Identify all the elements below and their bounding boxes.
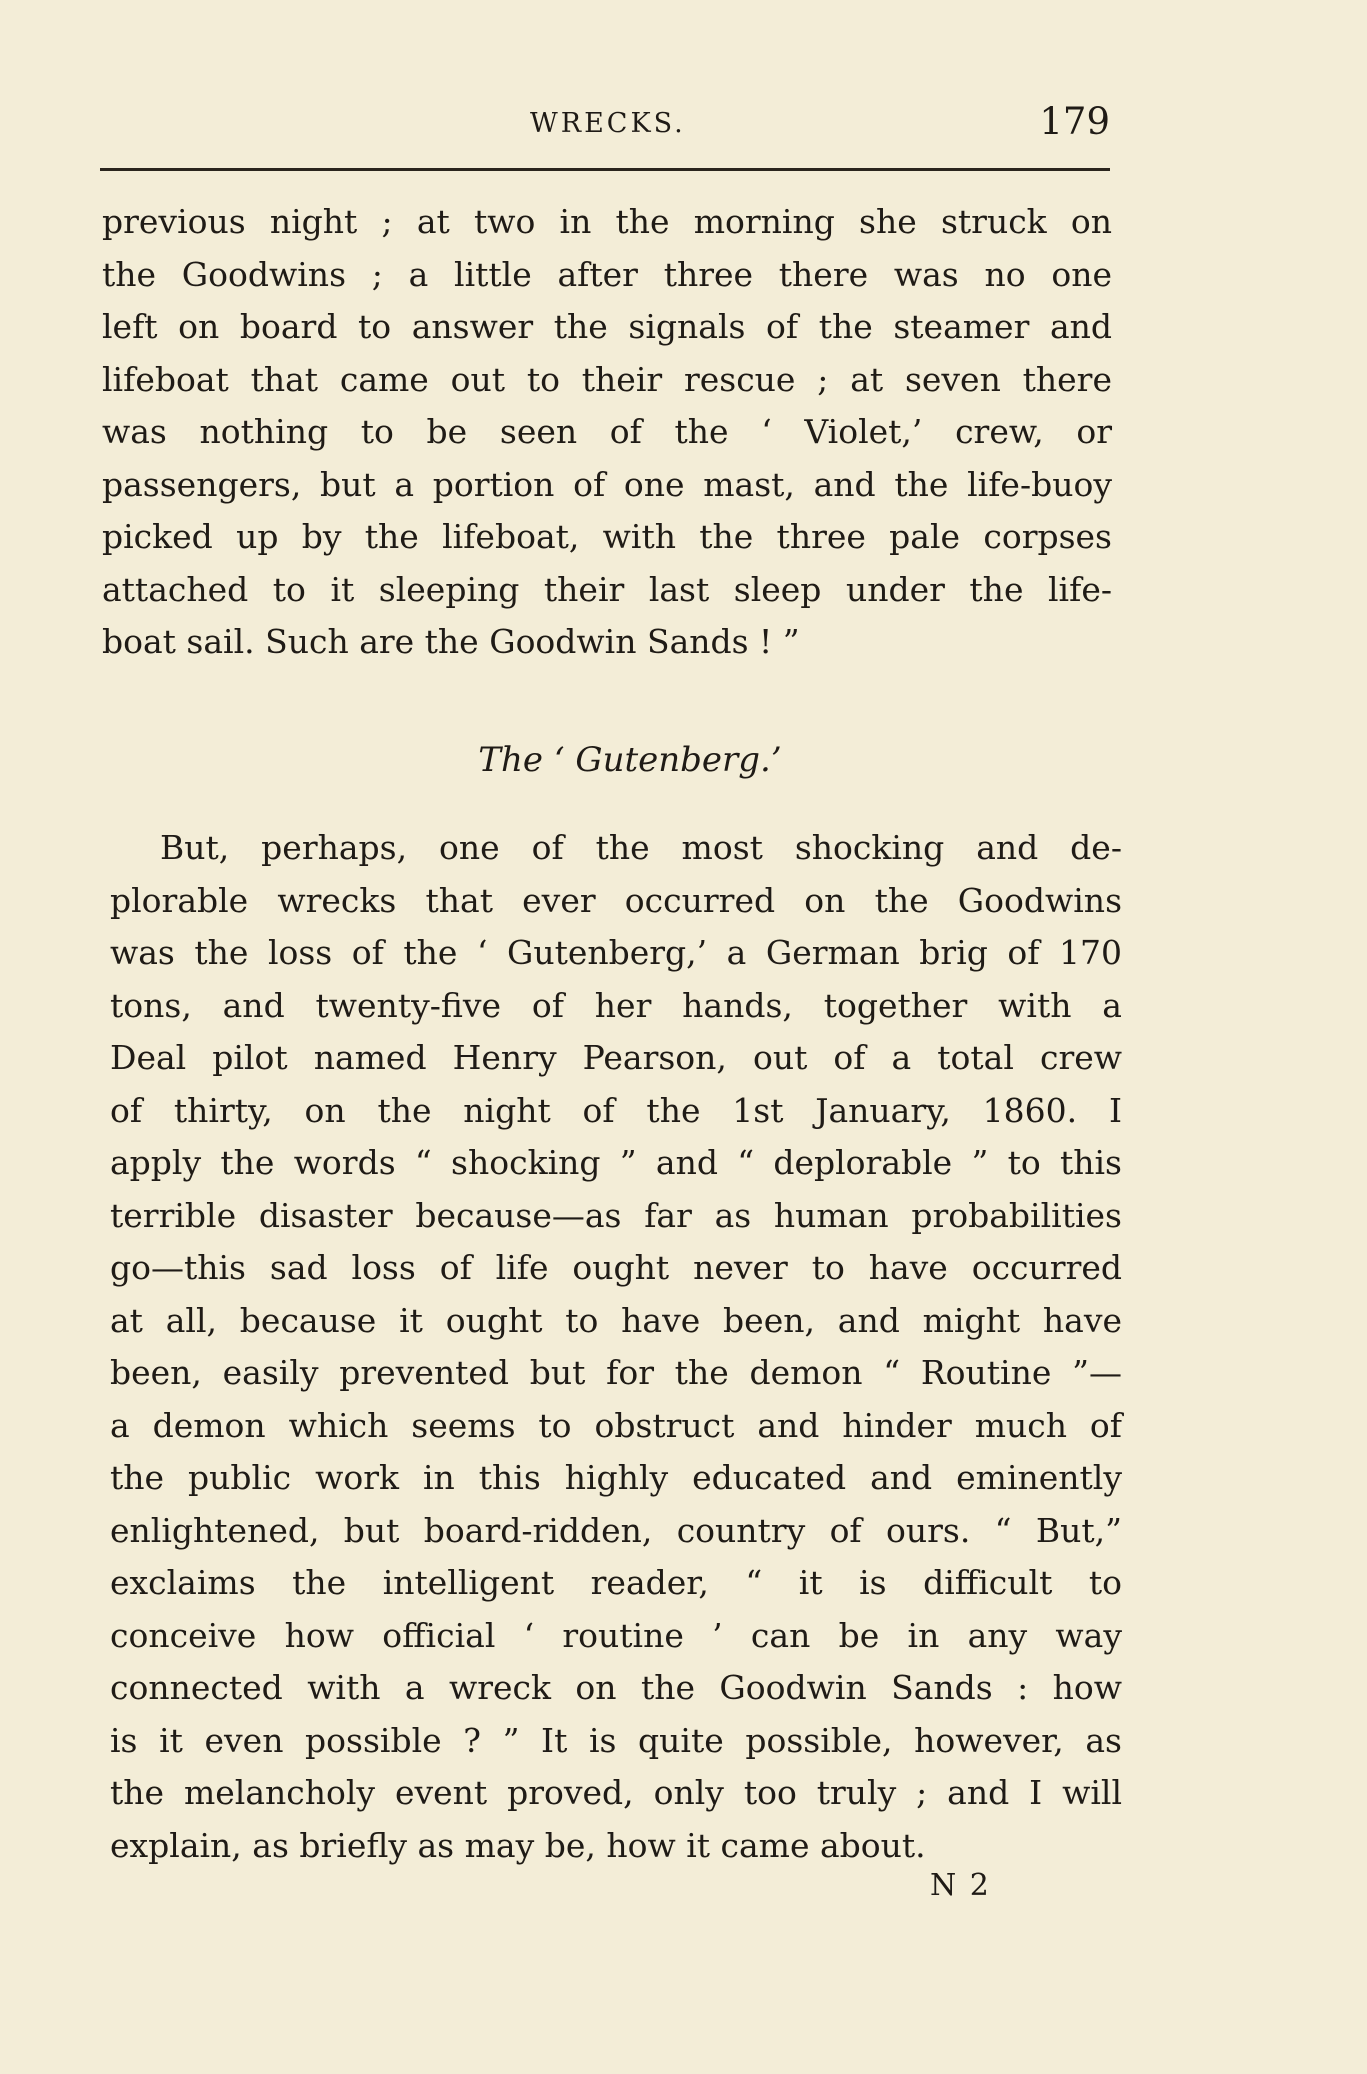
- text-line: apply the words “ shocking ” and “ deplorable ” to this: [110, 1143, 1122, 1182]
- text-line: exclaims the intelligent reader, “ it is difficult to: [110, 1563, 1122, 1602]
- text-line: left on board to answer the signals of the steamer and: [102, 307, 1112, 346]
- text-line: plorable wrecks that ever occurred on the Goodwins: [110, 880, 1122, 920]
- text-line: explain, as briefly as may be, how it came about.: [110, 1825, 926, 1865]
- signature-mark: N 2: [930, 1868, 991, 1903]
- text-line: a demon which seems to obstruct and hinder much of: [110, 1405, 1122, 1445]
- text-line: But, perhaps, one of the most shocking and de-: [160, 828, 1122, 867]
- text-line: boat sail. Such are the Goodwin Sands ! ”: [102, 622, 800, 661]
- text-line: of thirty, on the night of the 1st January, 1860. I: [110, 1090, 1122, 1130]
- text-line: conceive how official ‘ routine ’ can be in any way: [110, 1615, 1122, 1655]
- section-heading: The ‘ Gutenberg.’: [478, 740, 782, 780]
- text-line: picked up by the lifeboat, with the three pale corpses: [102, 517, 1112, 556]
- paragraph-continued: [102, 196, 1112, 669]
- text-line: passengers, but a portion of one mast, and the life-buoy: [102, 464, 1112, 504]
- text-line: was the loss of the ‘ Gutenberg,’ a German brig of 170: [110, 933, 1122, 972]
- text-line: attached to it sleeping their last sleep under the life-: [102, 569, 1112, 609]
- text-line: was nothing to be seen of the ‘ Violet,’ crew, or: [102, 412, 1112, 451]
- text-line: tons, and twenty-five of her hands, together with a: [110, 985, 1122, 1025]
- text-line: the Goodwins ; a little after three there was no one: [102, 254, 1112, 294]
- text-line: go—this sad loss of life ought never to have occurred: [110, 1248, 1122, 1287]
- text-line: the melancholy event proved, only too truly ; and I will: [110, 1773, 1122, 1812]
- page-number: 179: [1039, 100, 1110, 143]
- running-title: WRECKS.: [530, 108, 686, 139]
- header-rule: [100, 168, 1110, 171]
- text-line: enlightened, but board-ridden, country of ours. “ But,”: [110, 1510, 1122, 1550]
- text-line: previous night ; at two in the morning she struck on: [102, 202, 1112, 241]
- text-line: terrible disaster because—as far as human probabilities: [110, 1195, 1122, 1235]
- page-header: [100, 100, 1110, 150]
- text-line: is it even possible ? ” It is quite possible, however, as: [110, 1720, 1122, 1760]
- text-line: connected with a wreck on the Goodwin Sands : how: [110, 1668, 1122, 1707]
- text-line: Deal pilot named Henry Pearson, out of a total crew: [110, 1038, 1122, 1077]
- text-line: been, easily prevented but for the demon “ Routine ”—: [110, 1353, 1122, 1392]
- paragraph-gutenberg: [110, 822, 1122, 1872]
- text-line: lifeboat that came out to their rescue ; at seven there: [102, 359, 1112, 399]
- text-line: the public work in this highly educated and eminently: [110, 1458, 1122, 1497]
- text-line: at all, because it ought to have been, and might have: [110, 1300, 1122, 1340]
